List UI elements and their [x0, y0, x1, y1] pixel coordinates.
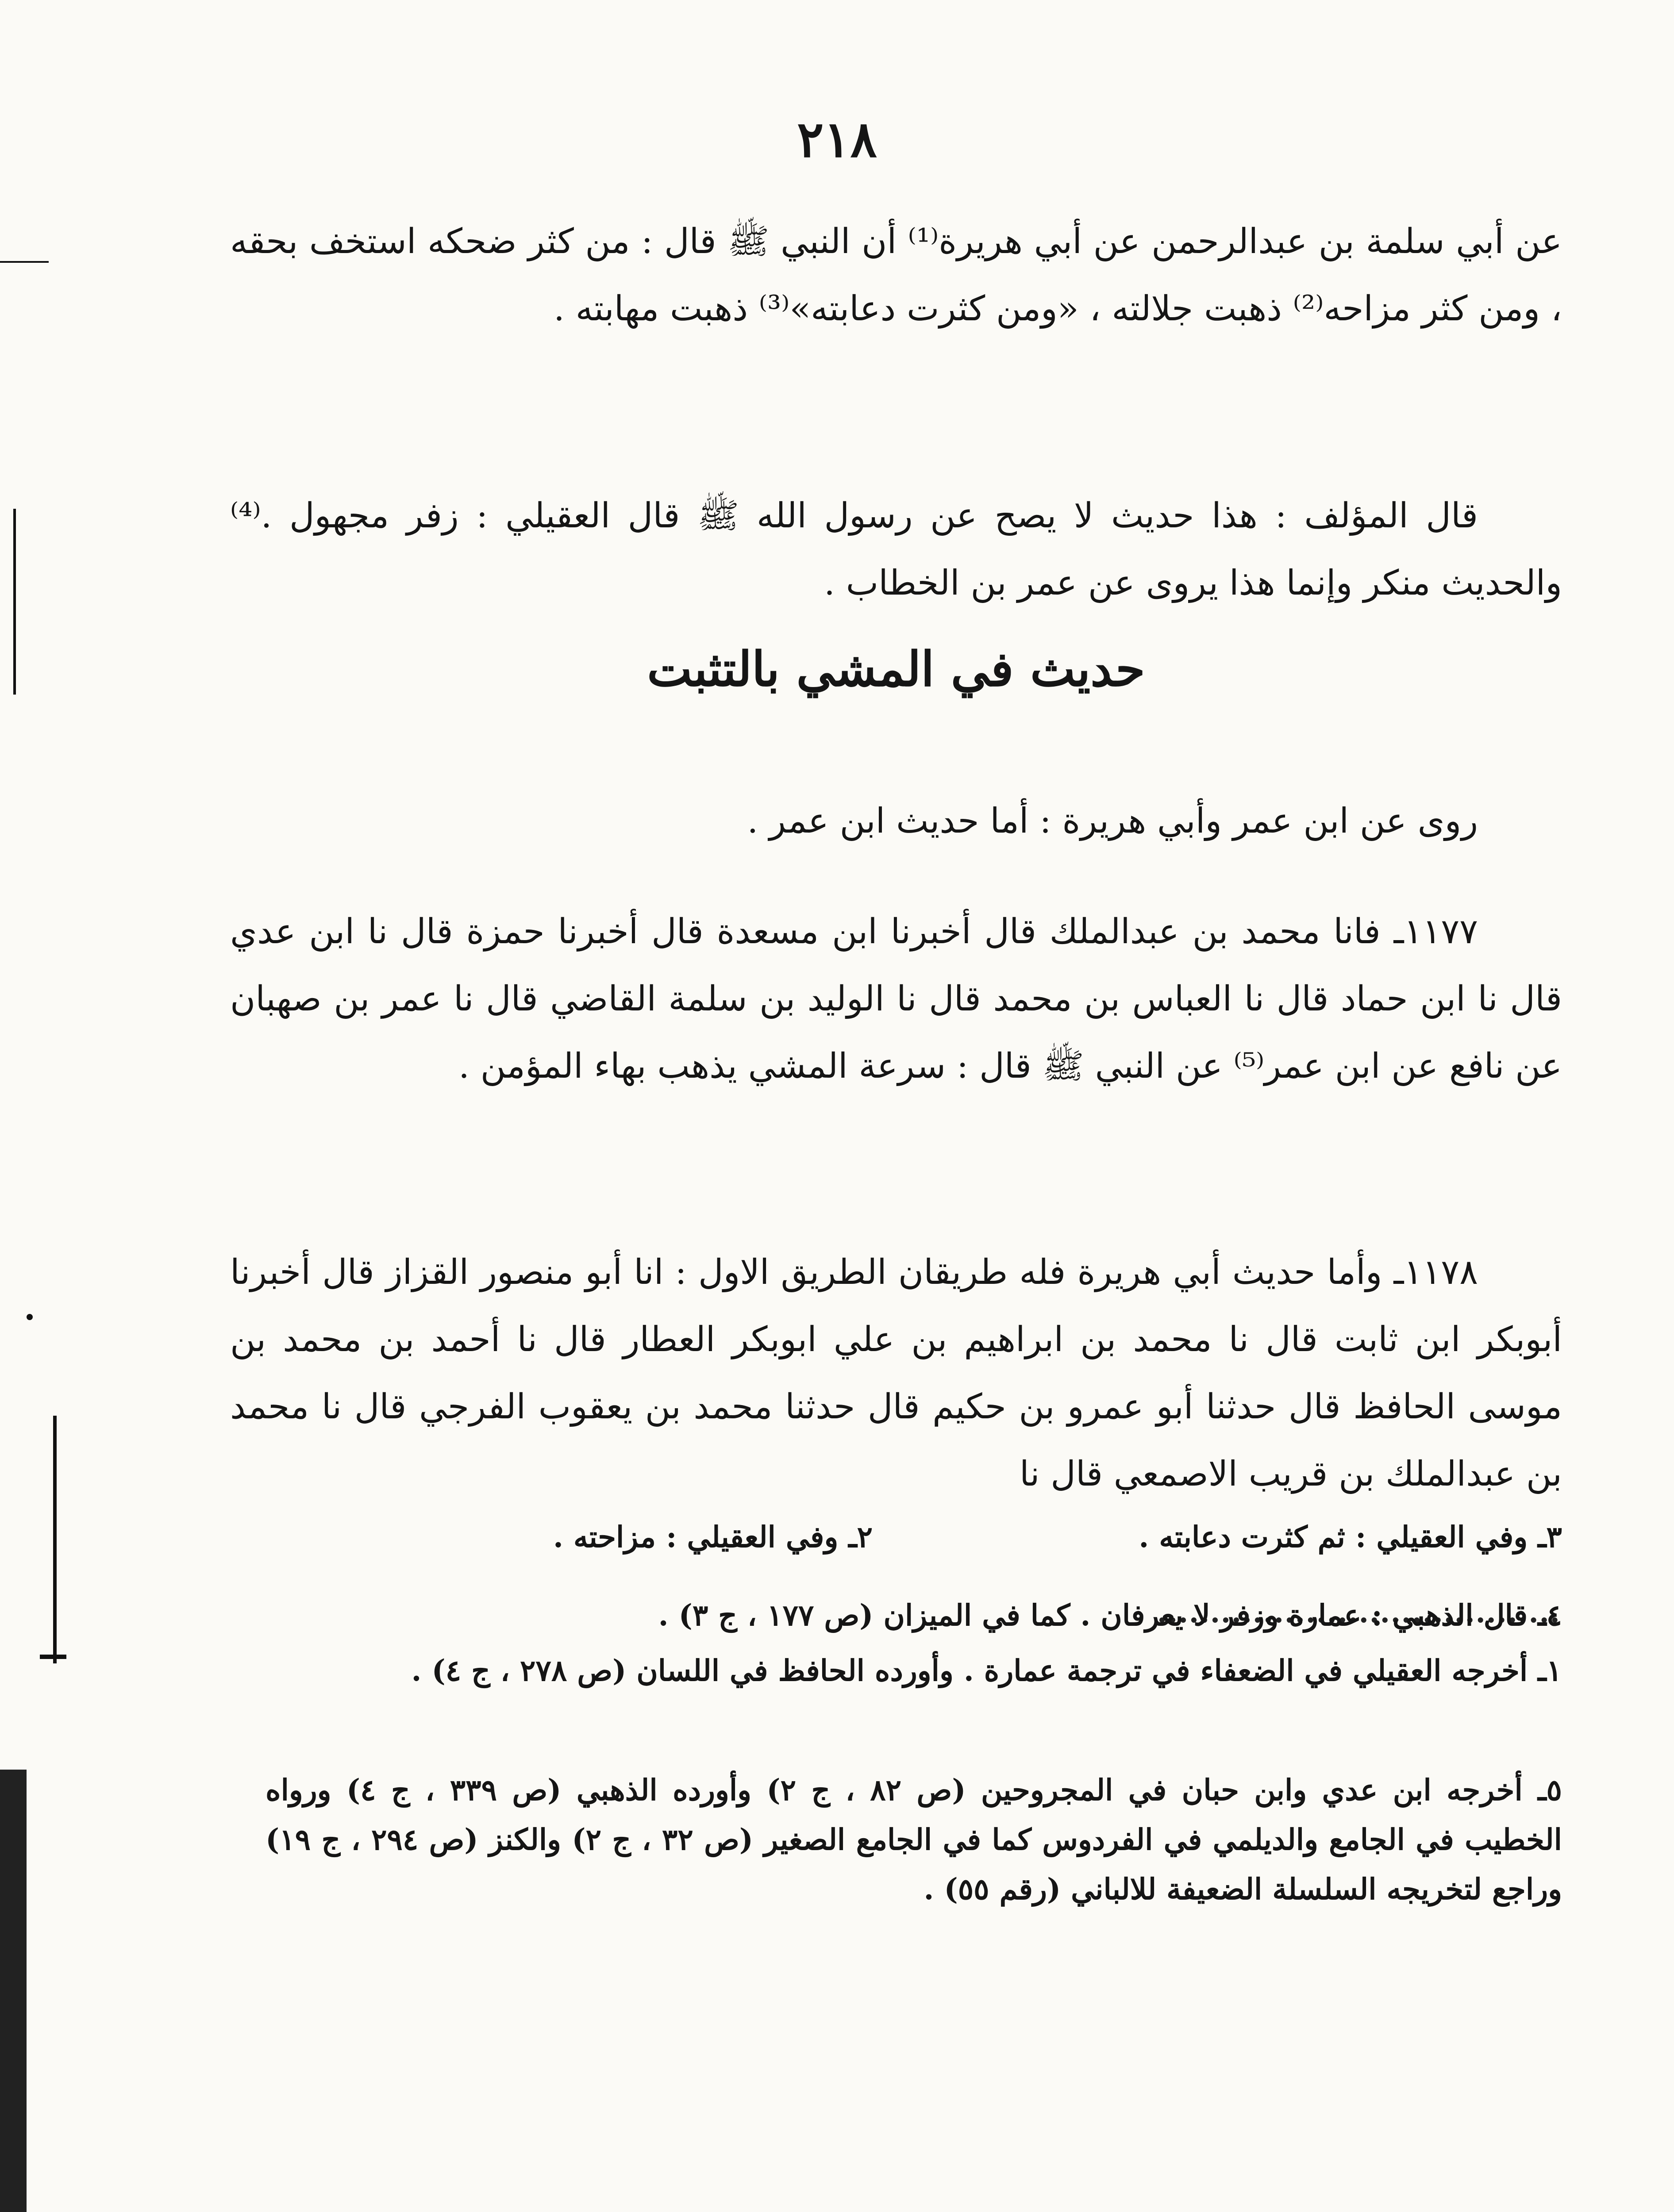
margin-mark [27, 1314, 33, 1320]
paragraph-author-comment: قال المؤلف : هذا حديث لا يصح عن رسول الله ﷺ قال العقيلي : زفر مجهول .⁽⁴⁾ والحديث منكر وإنما هذا يروى عن عمر بن الخطاب . [230, 496, 1562, 603]
margin-mark [40, 1655, 66, 1659]
page-number: ٢١٨ [797, 111, 877, 169]
margin-mark [0, 261, 49, 263]
footnote-5: ٥ـ أخرجه ابن عدي وابن حبان في المجروحين (ص ٨٢ ، ج ٢) وأورده الذهبي (ص ٣٣٩ ، ج ٤) ورواه الخطيب في الجامع والديلمي في الفردوس كما في الجامع الصغير (ص ٣٢ ، ج ٢) والكنز (ص ٢٩٤ ، ج ١٩) وراجع لتخريجه السلسلة الضعيفة للالباني (رقم ٥٥) . [266, 1773, 1562, 1906]
margin-mark [53, 1416, 57, 1663]
paragraph-hadith-1178: ١١٧٨ـ وأما حديث أبي هريرة فله طريقان الطريق الاول : انا أبو منصور القزاز قال أخبرنا أبوبكر ابن ثابت قال نا محمد بن ابراهيم بن علي ابوبكر العطار قال نا أحمد بن محمد بن موسى الحافظ قال حدثنا أبو عمرو بن حكيم قال حدثنا محمد بن يعقوب الفرجي قال نا محمد بن عبدالملك بن قريب الاصمعي قال نا [230, 1252, 1562, 1494]
footnote-2: ٢ـ وفي العقيلي : مزاحته . [553, 1520, 873, 1554]
margin-mark [0, 1770, 27, 2212]
section-heading-title: حديث في المشي بالتثبت [647, 641, 1145, 697]
footnote-1: ١ـ أخرجه العقيلي في الضعفاء في ترجمة عمارة . وأورده الحافظ في اللسان (ص ٢٧٨ ، ج ٤) . [411, 1653, 1562, 1688]
paragraph-intro: روى عن ابن عمر وأبي هريرة : أما حديث ابن عمر . [747, 801, 1478, 841]
margin-mark [13, 509, 16, 695]
paragraph-hadith-text: عن أبي سلمة بن عبدالرحمن عن أبي هريرة⁽¹⁾ أن النبي ﷺ قال : من كثر ضحكه استخف بحقه ، ومن كثر مزاحه⁽²⁾ ذهبت جلالته ، «ومن كثرت دعابته»⁽³⁾ ذهبت مهابته . [230, 222, 1562, 329]
footnote-3: ٣ـ وفي العقيلي : ثم كثرت دعابته . [1139, 1520, 1562, 1554]
paragraph-hadith-1177: ١١٧٧ـ فانا محمد بن عبدالملك قال أخبرنا ابن مسعدة قال أخبرنا حمزة قال نا ابن عدي قال نا ابن حماد قال نا العباس بن محمد قال نا الوليد بن سلمة القاضي قال نا عمر بن صهبان عن نافع عن ابن عمر⁽⁵⁾ عن النبي ﷺ قال : سرعة المشي يذهب بهاء المؤمن . [230, 912, 1562, 1086]
footnotes-2-3 [553, 1512, 1562, 1562]
footnote-4: ٤ـ قال الذهبي : عمارة وزفر لا يعرفان . كما في الميزان (ص ١٧٧ ، ج ٣) . [658, 1598, 1562, 1632]
